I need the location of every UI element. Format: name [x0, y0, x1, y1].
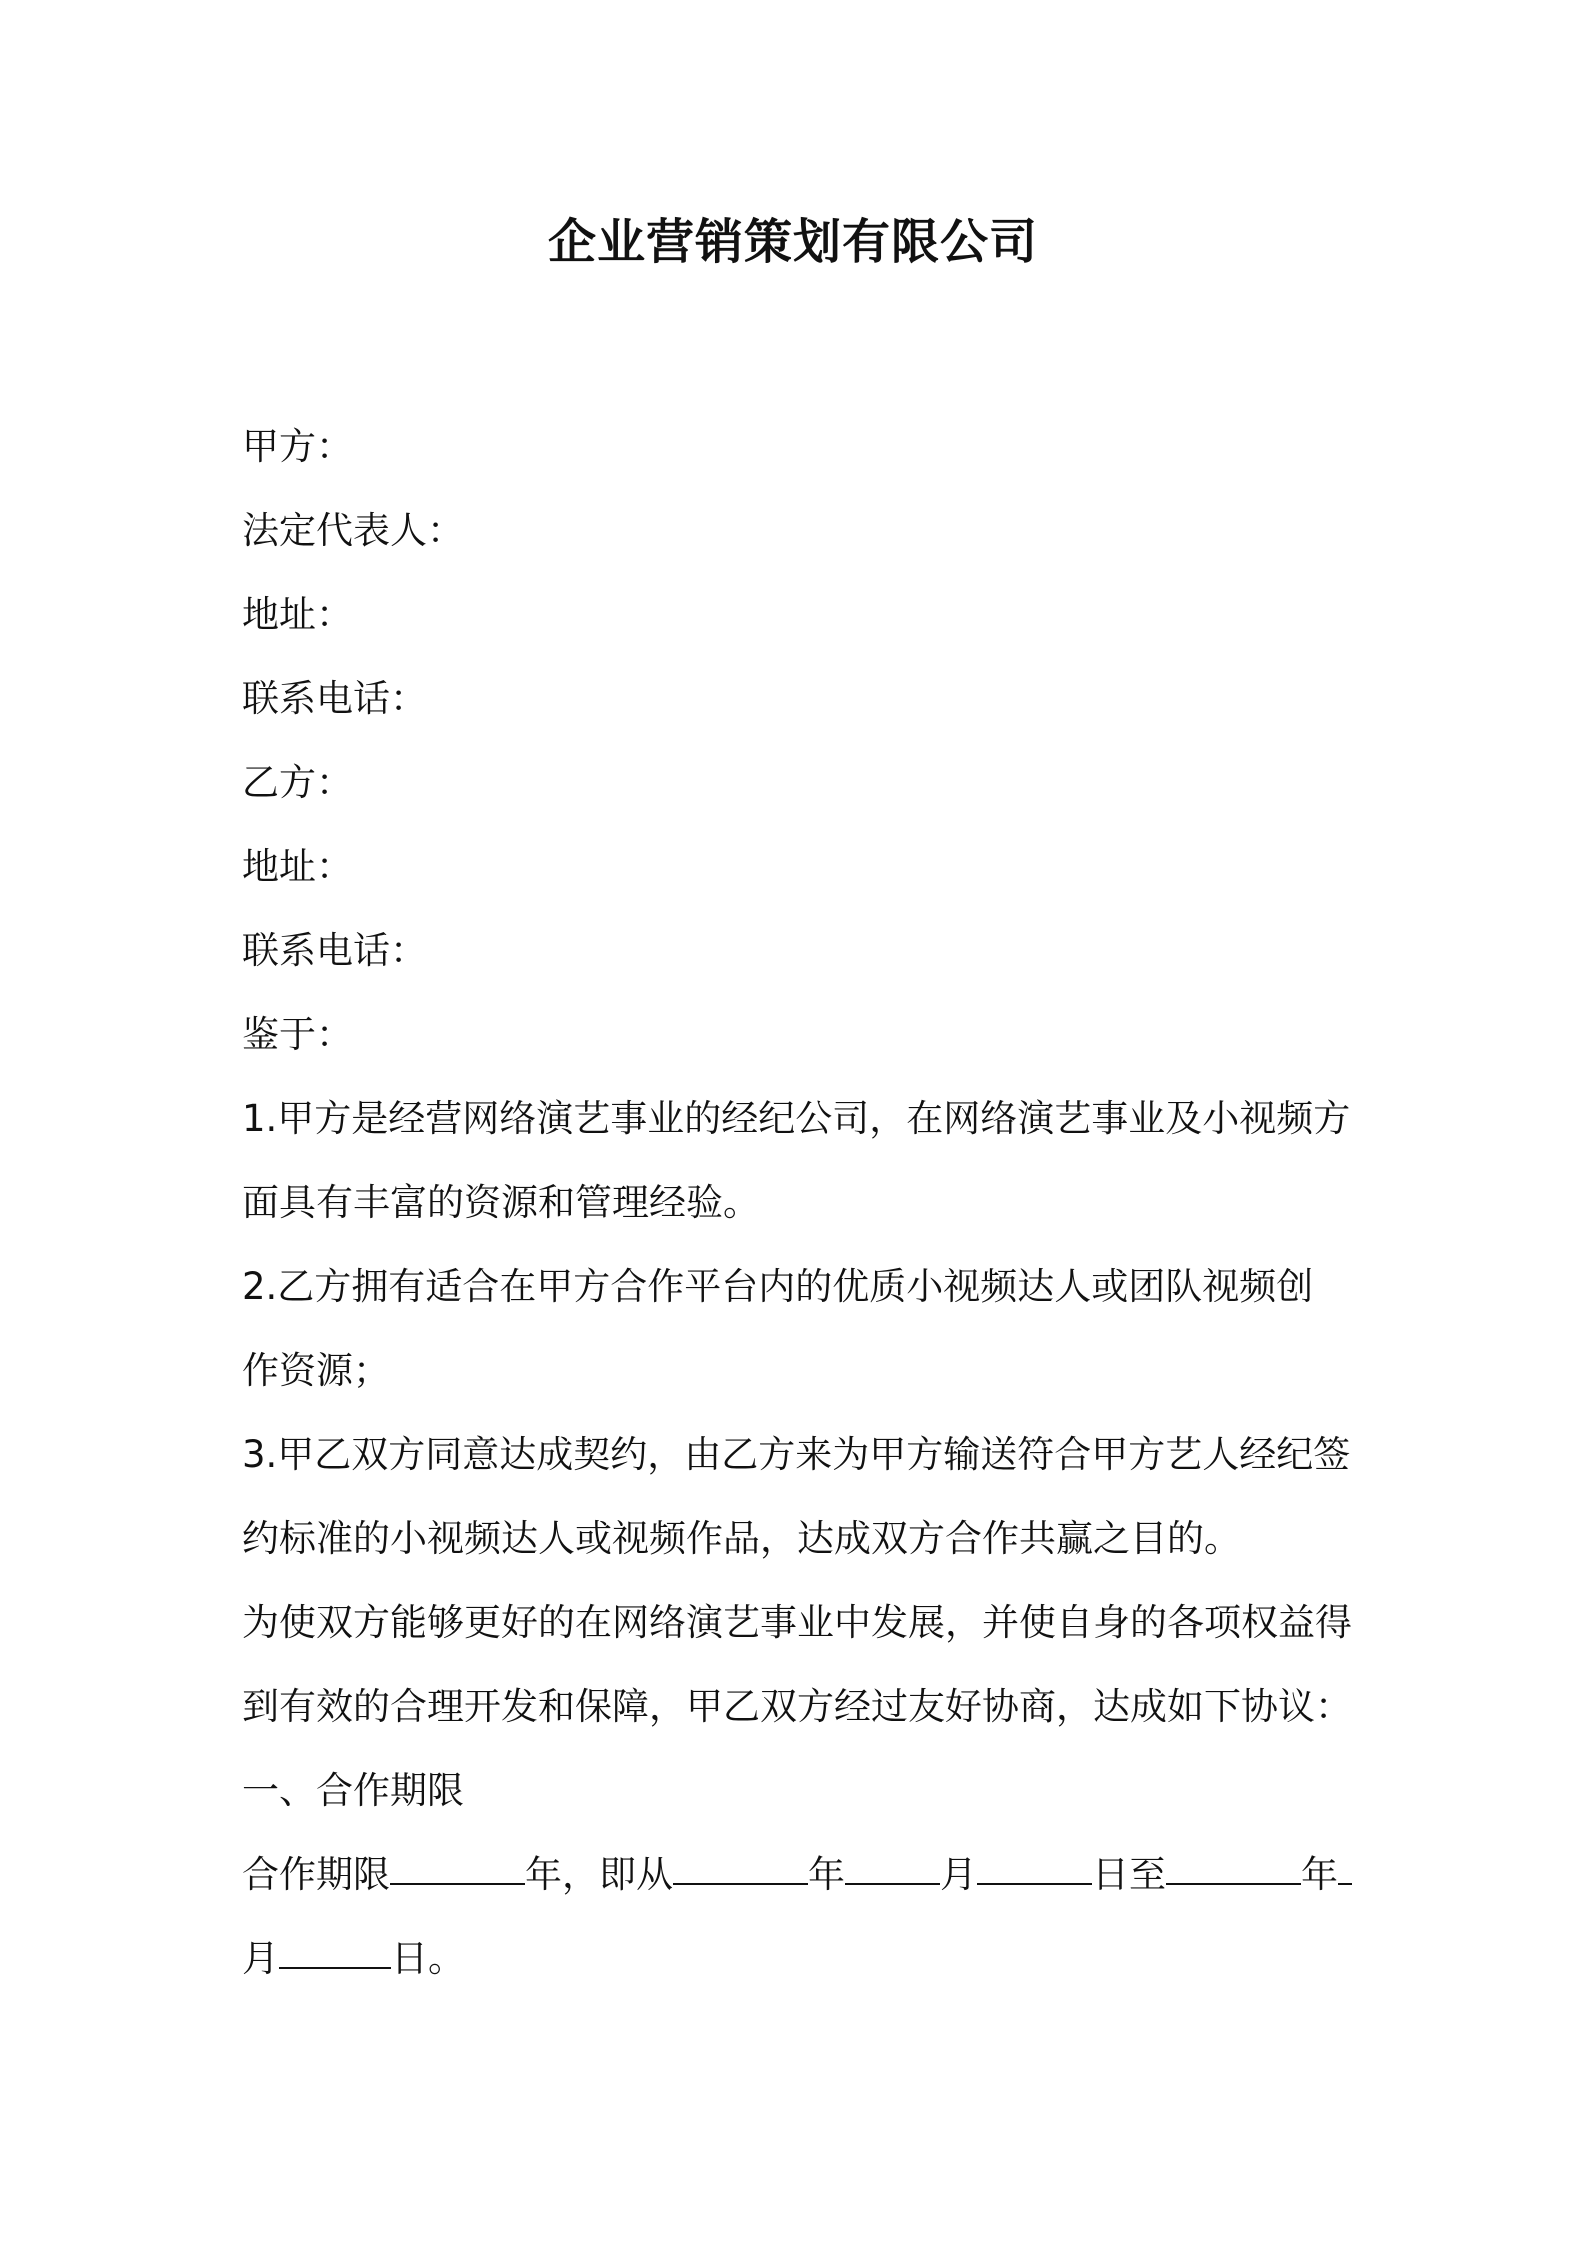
- recital-line: 面具有丰富的资源和管理经验。: [242, 1181, 760, 1224]
- to-month-label: 月: [242, 1937, 279, 1980]
- to-day-blank[interactable]: [279, 1967, 391, 1969]
- recital-line: 作资源；: [242, 1349, 390, 1392]
- address-a-label: 地址：: [242, 593, 353, 636]
- document-title: 企业营销策划有限公司: [547, 214, 1038, 270]
- section-1-heading: 一、合作期限: [242, 1769, 464, 1812]
- recital-line: 1.甲方是经营网络演艺事业的经纪公司，在网络演艺事业及小视频方: [242, 1097, 1351, 1140]
- phone-b-label: 联系电话：: [242, 929, 427, 972]
- recital-line: 为使双方能够更好的在网络演艺事业中发展，并使自身的各项权益得: [242, 1601, 1352, 1644]
- recital-line: 3.甲乙双方同意达成契约，由乙方来为甲方输送符合甲方艺人经纪签: [242, 1433, 1351, 1476]
- term-year-suffix: 年，即从: [525, 1853, 673, 1896]
- to-month-blank-start[interactable]: [1338, 1883, 1352, 1885]
- to-year-blank[interactable]: [1166, 1883, 1301, 1885]
- from-year-blank[interactable]: [673, 1883, 808, 1885]
- document-body: [242, 405, 1352, 2001]
- phone-a-label: 联系电话：: [242, 677, 427, 720]
- whereas-label: 鉴于：: [242, 1013, 353, 1056]
- from-month-label: 月: [940, 1853, 977, 1896]
- from-year-label: 年: [808, 1853, 845, 1896]
- to-year-label: 年: [1301, 1853, 1338, 1896]
- recital-line: 约标准的小视频达人或视频作品，达成双方合作共赢之目的。: [242, 1517, 1241, 1560]
- term-line-1: [242, 1833, 1352, 1917]
- address-b-label: 地址：: [242, 845, 353, 888]
- term-prefix: 合作期限: [242, 1853, 390, 1896]
- legal-rep-label: 法定代表人：: [242, 509, 464, 552]
- from-month-blank[interactable]: [845, 1883, 940, 1885]
- term-line-2: [242, 1917, 1352, 2001]
- recital-line: 2.乙方拥有适合在甲方合作平台内的优质小视频达人或团队视频创: [242, 1265, 1314, 1308]
- to-day-label: 日。: [391, 1937, 465, 1980]
- party-a-label: 甲方：: [242, 425, 353, 468]
- party-b-label: 乙方：: [242, 761, 353, 804]
- from-day-blank[interactable]: [977, 1883, 1092, 1885]
- from-day-label: 日至: [1092, 1853, 1166, 1896]
- recital-line: 到有效的合理开发和保障，甲乙双方经过友好协商，达成如下协议：: [242, 1685, 1352, 1728]
- term-duration-blank[interactable]: [390, 1883, 525, 1885]
